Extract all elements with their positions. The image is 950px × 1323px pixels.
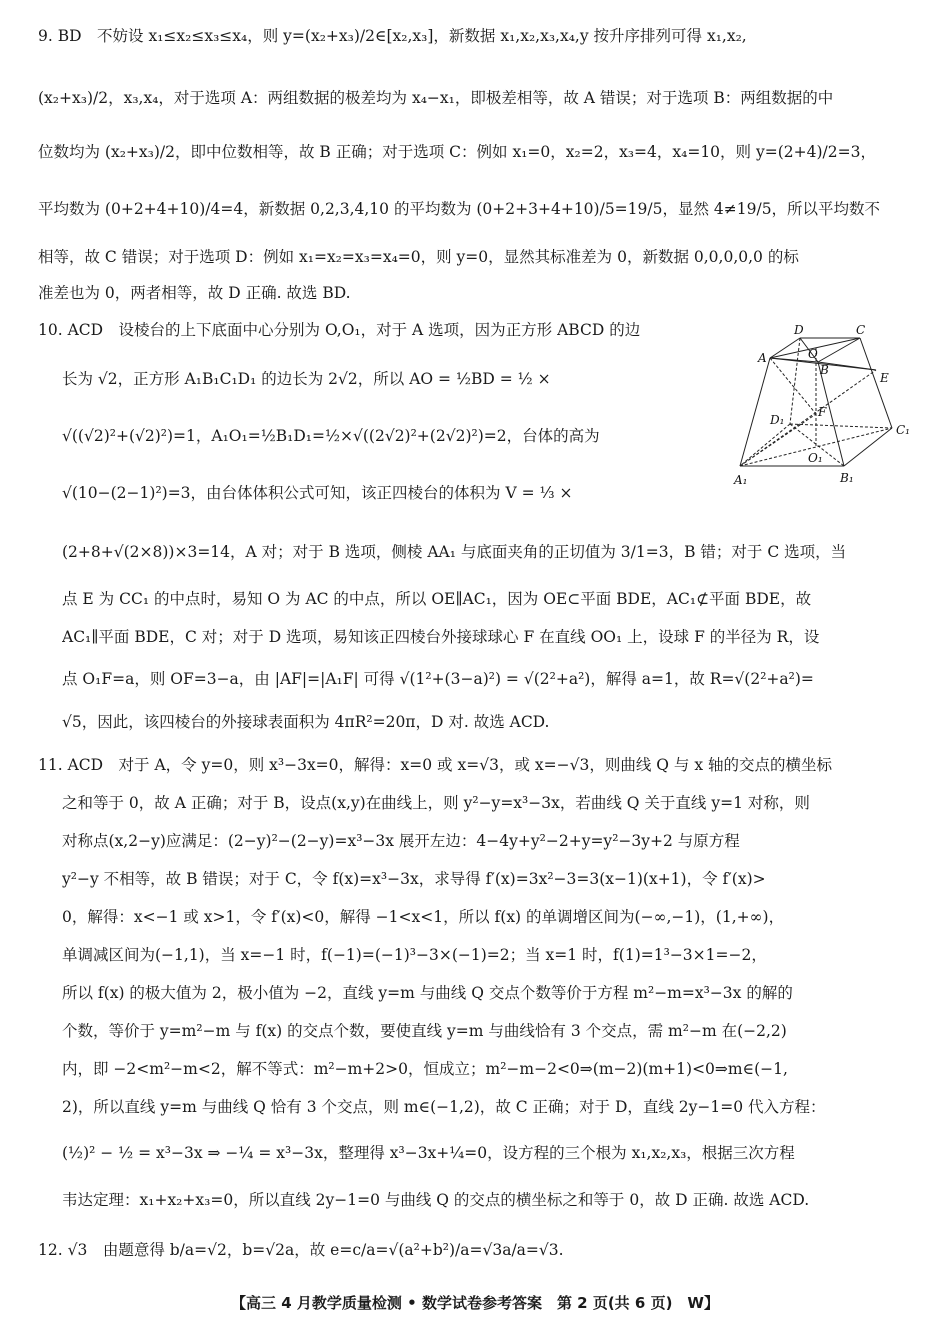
label-O: O (808, 347, 818, 361)
line-4: 平均数为 (0+2+4+10)/4=4，新数据 0,2,3,4,10 的平均数为 (0+2+3+4+10)/5=19/5，显然 4≠19/5，所以平均数不 (38, 200, 881, 218)
line-13: AC₁∥平面 BDE，C 对；对于 D 选项，易知该正四棱台外接球球心 F 在直线 OO₁ 上，设球 F 的半径为 R，设 (62, 628, 820, 646)
label-C: C (856, 323, 866, 337)
line-6: 准差也为 0，两者相等，故 D 正确. 故选 BD. (38, 284, 351, 302)
line-5: 相等，故 C 错误；对于选项 D：例如 x₁=x₂=x₃=x₄=0，则 y=0，显然其标准差为 0，新数据 0,0,0,0,0 的标 (38, 248, 799, 266)
line-11: (2+8+√(2×8))×3=14，A 对；对于 B 选项，侧棱 AA₁ 与底面夹角的正切值为 3/1=3，B 错；对于 C 选项，当 (62, 543, 847, 561)
line-3: 位数均为 (x₂+x₃)/2，即中位数相等，故 B 正确；对于选项 C：例如 x₁=0，x₂=2，x₃=4，x₄=10，则 y=(2+4)/2=3， (38, 143, 876, 161)
line-2: (x₂+x₃)/2，x₃,x₄，对于选项 A：两组数据的极差均为 x₄−x₁，即极差相等，故 A 错误；对于选项 B：两组数据的中 (38, 89, 834, 107)
label-C1: C₁ (896, 423, 910, 437)
line-21: 单调减区间为(−1,1)，当 x=−1 时，f(−1)=(−1)³−3×(−1)=2；当 x=1 时，f(1)=1³−3×1=−2， (62, 946, 767, 964)
frustum-figure (728, 318, 928, 493)
label-F: F (818, 405, 827, 419)
label-B: B (820, 363, 829, 377)
line-12: 点 E 为 CC₁ 的中点时，易知 O 为 AC 的中点，所以 OE∥AC₁，因为 OE⊂平面 BDE，AC₁⊄平面 BDE，故 (62, 590, 812, 608)
line-14: 点 O₁F=a，则 OF=3−a，由 |AF|=|A₁F| 可得 √(1²+(3−a)²) = √(2²+a²)，解得 a=1，故 R=√(2²+a²)= (62, 670, 814, 688)
line-22: 所以 f(x) 的极大值为 2，极小值为 −2，直线 y=m 与曲线 Q 交点个数等价于方程 m²−m=x³−3x 的解的 (62, 984, 793, 1002)
line-25: 2)，所以直线 y=m 与曲线 Q 恰有 3 个交点，则 m∈(−1,2)，故 C 正确；对于 D，直线 2y−1=0 代入方程： (62, 1098, 826, 1116)
label-D1: D₁ (770, 413, 785, 427)
label-E: E (880, 371, 889, 385)
page-footer: 【高三 4 月教学质量检测 • 数学试卷参考答案 第 2 页(共 6 页) W】 (231, 1294, 719, 1312)
label-D: D (794, 323, 804, 337)
line-1: 9. BD 不妨设 x₁≤x₂≤x₃≤x₄，则 y=(x₂+x₃)/2∈[x₂,x₃]，新数据 x₁,x₂,x₃,x₄,y 按升序排列可得 x₁,x₂, (38, 27, 747, 45)
line-15: √5，因此，该四棱台的外接球表面积为 4πR²=20π，D 对. 故选 ACD. (62, 713, 550, 731)
line-9: √((√2)²+(√2)²)=1，A₁O₁=½B₁D₁=½×√((2√2)²+(2√2)²)=2，台体的高为 (62, 427, 600, 445)
line-7: 10. ACD 设棱台的上下底面中心分别为 O,O₁，对于 A 选项，因为正方形 ABCD 的边 (38, 321, 641, 339)
line-16: 11. ACD 对于 A，令 y=0，则 x³−3x=0，解得：x=0 或 x=√3，或 x=−√3，则曲线 Q 与 x 轴的交点的横坐标 (38, 756, 832, 774)
line-24: 内，即 −2<m²−m<2，解不等式：m²−m+2>0，恒成立；m²−m−2<0⇒(m−2)(m+1)<0⇒m∈(−1, (62, 1060, 788, 1078)
label-O1: O₁ (808, 451, 823, 465)
label-A: A (758, 351, 767, 365)
line-17: 之和等于 0，故 A 正确；对于 B，设点(x,y)在曲线上，则 y²−y=x³−3x，若曲线 Q 关于直线 y=1 对称，则 (62, 794, 810, 812)
label-A1: A₁ (734, 473, 748, 487)
line-10: √(10−(2−1)²)=3，由台体体积公式可知，该正四棱台的体积为 V = ⅓ × (62, 484, 573, 502)
line-28: 12. √3 由题意得 b/a=√2，b=√2a，故 e=c/a=√(a²+b²)/a=√3a/a=√3. (38, 1241, 564, 1259)
line-19: y²−y 不相等，故 B 错误；对于 C，令 f(x)=x³−3x，求导得 f′(x)=3x²−3=3(x−1)(x+1)，令 f′(x)> (62, 870, 766, 888)
line-8: 长为 √2，正方形 A₁B₁C₁D₁ 的边长为 2√2，所以 AO = ½BD = ½ × (62, 370, 551, 388)
line-26: (½)² − ½ = x³−3x ⇒ −¼ = x³−3x，整理得 x³−3x+¼=0，设方程的三个根为 x₁,x₂,x₃，根据三次方程 (62, 1144, 795, 1162)
line-20: 0，解得：x<−1 或 x>1，令 f′(x)<0，解得 −1<x<1，所以 f(x) 的单调增区间为(−∞,−1)，(1,+∞)， (62, 908, 785, 926)
line-27: 韦达定理：x₁+x₂+x₃=0，所以直线 2y−1=0 与曲线 Q 的交点的横坐标之和等于 0，故 D 正确. 故选 ACD. (62, 1191, 810, 1209)
line-18: 对称点(x,2−y)应满足：(2−y)²−(2−y)=x³−3x 展开左边：4−4y+y²−2+y=y²−3y+2 与原方程 (62, 832, 740, 850)
label-B1: B₁ (840, 471, 854, 485)
line-23: 个数，等价于 y=m²−m 与 f(x) 的交点个数，要使直线 y=m 与曲线恰有 3 个交点，需 m²−m 在(−2,2) (62, 1022, 787, 1040)
